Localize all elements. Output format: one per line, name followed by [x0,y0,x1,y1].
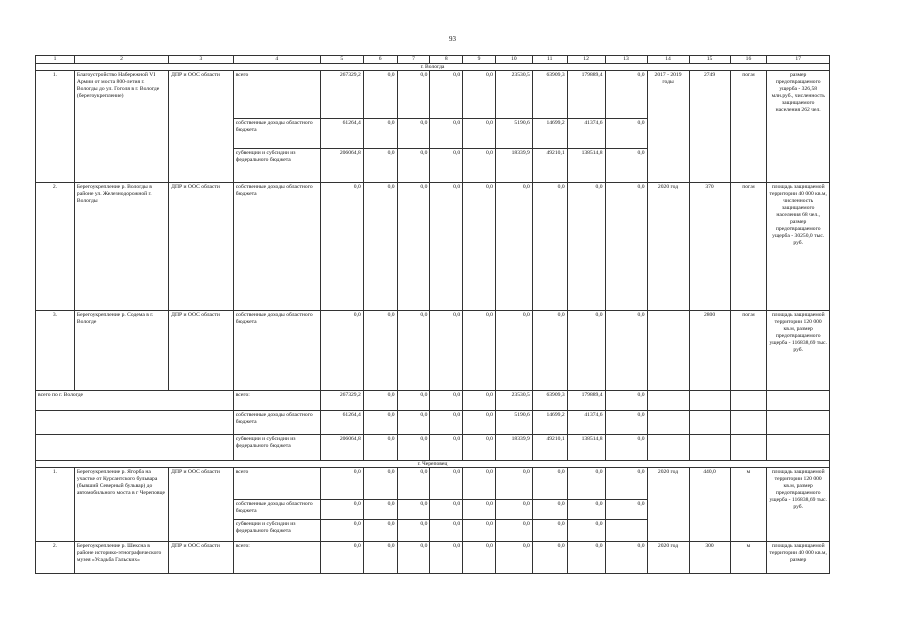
amount-cell: 179889,4 [567,391,605,411]
amount-cell: 0,0 [463,468,496,500]
column-number: 3 [169,56,234,64]
expected-effect: площадь защищаемой территории 40 000 кв.м, численность защищаемого населения 68 чел., размер предотвращаемого ущерба - 30250,0 тыс. руб. [767,183,830,311]
amount-cell: 0,0 [397,391,430,411]
amount-cell: 0,0 [605,500,647,520]
amount-cell: 14699,2 [532,411,567,435]
implementation-period: 2020 год [647,183,689,311]
amount-cell: 0,0 [605,183,647,311]
amount-cell: 0,0 [363,149,397,183]
total-row [36,391,830,411]
amount-cell: 0,0 [430,311,463,391]
funding-source: всего [233,71,320,119]
funding-source: собственные доходы областного бюджета [233,119,320,149]
length-unit: пог.м [730,183,767,311]
amount-cell [605,520,647,542]
amount-cell: 5190,6 [495,119,532,149]
amount-cell: 0,0 [430,411,463,435]
section-title: г. Череповец [36,461,830,468]
column-number: 5 [320,56,363,64]
amount-cell: 49210,1 [532,435,567,461]
funding-source: субвенции и субсидии из федерального бюджета [233,435,320,461]
amount-cell: 0,0 [567,311,605,391]
amount-cell: 61264,4 [320,119,363,149]
amount-cell: 14699,2 [532,119,567,149]
total-row [36,435,830,461]
item-number: 3. [36,311,75,391]
amount-cell: 0,0 [320,542,363,574]
funding-source: собственные доходы областного бюджета [233,183,320,311]
amount-cell: 18339,9 [495,149,532,183]
amount-cell: 0,0 [363,468,397,500]
empty-cell [647,391,689,411]
implementation-period: 2020 год [647,468,689,542]
amount-cell: 0,0 [463,435,496,461]
amount-cell: 0,0 [532,468,567,500]
amount-cell: 0,0 [463,311,496,391]
amount-cell: 0,0 [430,183,463,311]
funding-source: собственные доходы областного бюджета [233,311,320,391]
expected-effect: площадь защищаемой территории 120 000 кв.м, размер предотвращаемого ущерба - 116838,69 тыс. руб. [767,311,830,391]
expected-effect: размер предотвращаемого ущерба - 326,58 млн.руб., численность защищаемого населения 262 чел. [767,71,830,183]
length-value: 2800 [689,311,730,391]
item-number: 2. [36,542,75,574]
amount-cell: 0,0 [567,520,605,542]
amount-cell: 0,0 [605,542,647,574]
amount-cell: 0,0 [463,391,496,411]
amount-cell: 23530,5 [495,71,532,119]
empty-cell [647,435,689,461]
amount-cell: 0,0 [430,500,463,520]
column-number-row [36,56,830,64]
column-number: 8 [430,56,463,64]
item-name: Берегоукрепление р. Шексна в районе историко-этнографического музея «Усадьба Гальских» [74,542,168,574]
amount-cell: 0,0 [397,542,430,574]
responsible-executor: ДПР и ООС области [169,311,234,391]
length-unit: пог.м [730,311,767,391]
amount-cell: 0,0 [532,311,567,391]
funding-source: собственные доходы областного бюджета [233,500,320,520]
amount-cell: 0,0 [463,500,496,520]
amount-cell: 0,0 [430,435,463,461]
amount-cell: 0,0 [567,542,605,574]
amount-cell: 0,0 [363,71,397,119]
item-name: Берегоукрепление р. Ягорба на участке от Курсантского бульвара (бывший Северный бульвар) до автомобильного моста в г Череповце [74,468,168,542]
amount-cell: 0,0 [397,183,430,311]
amount-cell: 0,0 [463,520,496,542]
amount-cell: 0,0 [605,391,647,411]
amount-cell: 0,0 [495,468,532,500]
implementation-period: 2017 - 2019 годы [647,71,689,183]
amount-cell: 0,0 [567,183,605,311]
page-number: 93 [449,35,456,43]
funding-source: субвенции и субсидии из федерального бюджета [233,520,320,542]
amount-cell: 0,0 [397,311,430,391]
amount-cell: 0,0 [495,183,532,311]
column-number: 16 [730,56,767,64]
responsible-executor: ДПР и ООС области [169,183,234,311]
item-number: 1. [36,71,75,183]
empty-cell [689,411,730,435]
amount-cell: 0,0 [532,520,567,542]
amount-cell: 0,0 [532,542,567,574]
amount-cell: 0,0 [397,520,430,542]
amount-cell: 267329,2 [320,391,363,411]
amount-cell: 0,0 [463,411,496,435]
amount-cell: 0,0 [363,391,397,411]
amount-cell: 0,0 [363,411,397,435]
amount-cell: 0,0 [605,71,647,119]
expected-effect: площадь защищаемой территории 120 000 кв.м, размер предотвращаемого ущерба - 116838,69 тыс. руб. [767,468,830,542]
column-number: 13 [605,56,647,64]
amount-cell: 0,0 [463,542,496,574]
amount-cell: 63909,3 [532,71,567,119]
program-table [35,55,830,574]
amount-cell: 267329,2 [320,71,363,119]
amount-cell: 0,0 [463,149,496,183]
table-row [36,468,830,500]
column-number: 15 [689,56,730,64]
column-number: 17 [767,56,830,64]
responsible-executor: ДПР и ООС области [169,468,234,542]
amount-cell: 0,0 [605,311,647,391]
amount-cell: 5190,6 [495,411,532,435]
amount-cell: 0,0 [430,520,463,542]
length-value: 370 [689,183,730,311]
item-number: 2. [36,183,75,311]
length-value: 2749 [689,71,730,183]
section-row [36,461,830,468]
amount-cell: 0,0 [397,71,430,119]
column-number: 2 [74,56,168,64]
column-number: 6 [363,56,397,64]
amount-cell: 138514,8 [567,149,605,183]
amount-cell: 0,0 [430,391,463,411]
total-label-empty [36,435,234,461]
section-title: г. Вологда [36,64,830,71]
length-value: 440,0 [689,468,730,542]
empty-cell [689,391,730,411]
column-number: 11 [532,56,567,64]
responsible-executor: ДПР и ООС области [169,71,234,183]
amount-cell: 49210,1 [532,149,567,183]
total-row [36,411,830,435]
amount-cell: 41374,6 [567,411,605,435]
item-name: Благоустройство Набережной VI Армии от моста 800-летия г. Вологды до ул. Гоголя в г. Вологде (берегоукрепление) [74,71,168,183]
amount-cell: 0,0 [397,435,430,461]
empty-cell [767,411,830,435]
amount-cell: 41374,6 [567,119,605,149]
item-name: Берегоукрепление р. Содема в г. Вологде [74,311,168,391]
amount-cell: 0,0 [320,311,363,391]
column-number: 14 [647,56,689,64]
empty-cell [689,435,730,461]
amount-cell: 0,0 [363,119,397,149]
amount-cell: 0,0 [430,71,463,119]
amount-cell: 0,0 [363,435,397,461]
column-number: 4 [233,56,320,64]
column-number: 7 [397,56,430,64]
amount-cell: 138514,8 [567,435,605,461]
amount-cell: 0,0 [532,500,567,520]
amount-cell: 0,0 [320,500,363,520]
amount-cell: 0,0 [430,468,463,500]
amount-cell: 0,0 [567,468,605,500]
amount-cell: 0,0 [320,183,363,311]
amount-cell: 0,0 [397,119,430,149]
empty-cell [730,411,767,435]
funding-source: всего: [233,391,320,411]
amount-cell: 0,0 [363,520,397,542]
amount-cell: 0,0 [495,500,532,520]
amount-cell: 0,0 [605,411,647,435]
amount-cell: 0,0 [363,311,397,391]
amount-cell: 0,0 [397,411,430,435]
amount-cell: 0,0 [430,119,463,149]
amount-cell: 0,0 [495,311,532,391]
amount-cell: 0,0 [397,149,430,183]
funding-source: собственные доходы областного бюджета [233,411,320,435]
amount-cell: 0,0 [363,183,397,311]
length-unit: пог.м [730,71,767,183]
amount-cell: 63909,3 [532,391,567,411]
length-value: 300 [689,542,730,574]
amount-cell: 0,0 [463,119,496,149]
empty-cell [767,391,830,411]
amount-cell: 0,0 [320,468,363,500]
table-row [36,311,830,391]
length-unit: м [730,542,767,574]
expected-effect: площадь защищаемой территории 40 000 кв.м, размер [767,542,830,574]
amount-cell: 0,0 [397,500,430,520]
amount-cell: 0,0 [397,468,430,500]
empty-cell [730,435,767,461]
empty-cell [767,435,830,461]
amount-cell: 0,0 [605,435,647,461]
amount-cell: 0,0 [605,149,647,183]
funding-source: всего [233,468,320,500]
amount-cell: 0,0 [495,542,532,574]
table-row [36,71,830,119]
amount-cell: 0,0 [463,183,496,311]
amount-cell: 0,0 [320,520,363,542]
amount-cell: 23530,5 [495,391,532,411]
amount-cell: 0,0 [363,542,397,574]
amount-cell: 0,0 [363,500,397,520]
total-label-empty [36,411,234,435]
column-number: 12 [567,56,605,64]
column-number: 9 [463,56,496,64]
amount-cell: 61264,4 [320,411,363,435]
column-number: 10 [495,56,532,64]
amount-cell: 0,0 [430,542,463,574]
amount-cell: 0,0 [495,520,532,542]
table-row [36,183,830,311]
amount-cell: 206064,8 [320,149,363,183]
amount-cell: 0,0 [605,468,647,500]
funding-source: всего: [233,542,320,574]
empty-cell [730,391,767,411]
amount-cell: 0,0 [567,500,605,520]
amount-cell: 0,0 [532,183,567,311]
implementation-period [647,311,689,391]
column-number: 1 [36,56,75,64]
item-number: 1. [36,468,75,542]
amount-cell: 18339,9 [495,435,532,461]
amount-cell: 0,0 [430,149,463,183]
responsible-executor: ДПР и ООС области [169,542,234,574]
table-row [36,542,830,574]
amount-cell: 0,0 [605,119,647,149]
total-label: всего по г. Вологде [36,391,234,411]
implementation-period: 2020 год [647,542,689,574]
funding-source: субвенции и субсидии из федерального бюджета [233,149,320,183]
amount-cell: 0,0 [463,71,496,119]
item-name: Берегоукрепление р. Вологды в районе ул. Железнодорожной г. Вологды [74,183,168,311]
length-unit: м [730,468,767,542]
amount-cell: 206064,8 [320,435,363,461]
amount-cell: 179889,4 [567,71,605,119]
empty-cell [647,411,689,435]
section-row [36,64,830,71]
